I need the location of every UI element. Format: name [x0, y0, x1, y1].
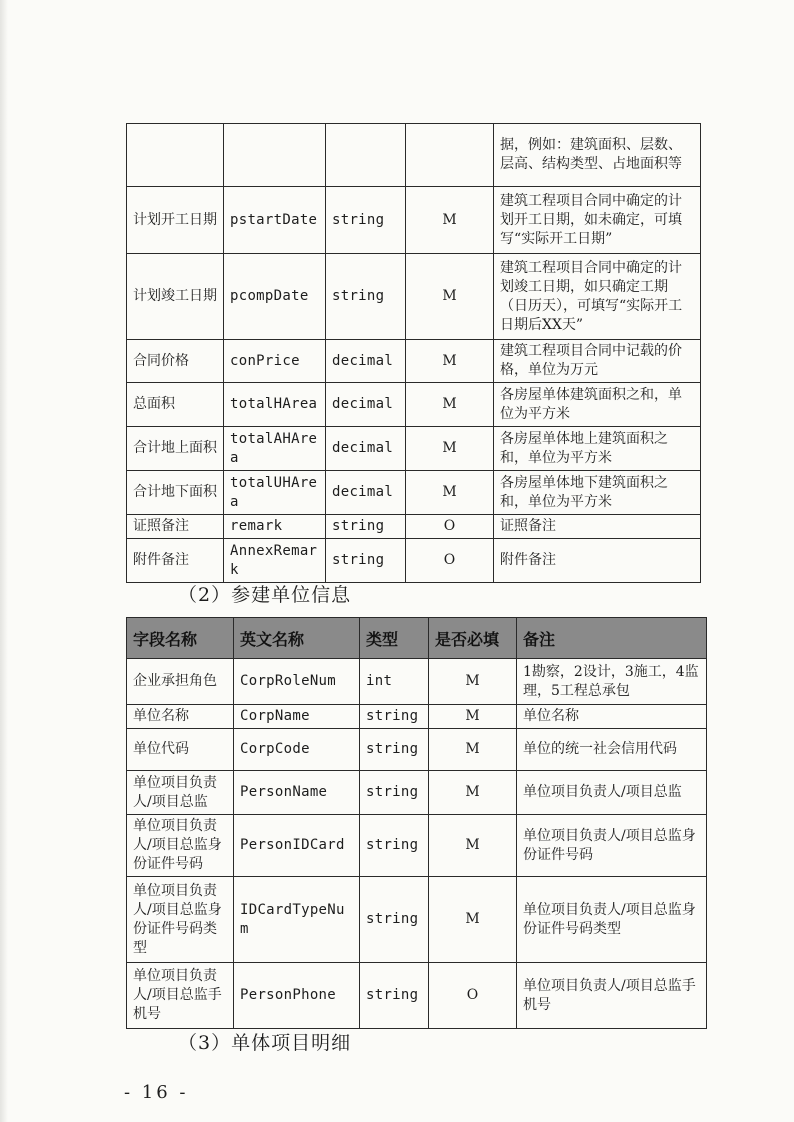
english-name-cell: CorpCode: [234, 729, 360, 771]
table-row: [127, 471, 701, 515]
table-row: [127, 515, 701, 539]
table-row: [127, 254, 701, 340]
type-cell: string: [326, 539, 406, 583]
type-cell: decimal: [326, 340, 406, 383]
note-cell: 各房屋单体地上建筑面积之和，单位为平方米: [494, 427, 701, 471]
field-name-cell: 单位名称: [127, 705, 234, 729]
english-name-cell: totalUHArea: [224, 471, 326, 515]
english-name-cell: conPrice: [224, 340, 326, 383]
type-cell: decimal: [326, 471, 406, 515]
note-cell: 单位项目负责人/项目总监手机号: [517, 963, 707, 1029]
note-cell: 单位名称: [517, 705, 707, 729]
participant-units-table: [126, 617, 707, 1029]
english-name-cell: CorpName: [234, 705, 360, 729]
field-name-cell: 合同价格: [127, 340, 224, 383]
note-cell: 单位项目负责人/项目总监身份证件号码类型: [517, 877, 707, 963]
table-row: [127, 427, 701, 471]
table-row: [127, 877, 707, 963]
english-name-cell: totalHArea: [224, 383, 326, 427]
type-cell: string: [326, 254, 406, 340]
table-row: [127, 771, 707, 815]
table-row: [127, 187, 701, 254]
required-cell: M: [429, 659, 517, 705]
column-header: 备注: [517, 618, 707, 659]
required-cell: M: [429, 729, 517, 771]
type-cell: string: [360, 963, 429, 1029]
english-name-cell: IDCardTypeNum: [234, 877, 360, 963]
english-name-cell: PersonIDCard: [234, 815, 360, 877]
table-row: [127, 659, 707, 705]
required-cell: M: [429, 877, 517, 963]
table-header-row: [127, 618, 707, 659]
english-name-cell: remark: [224, 515, 326, 539]
field-name-cell: 单位项目负责人/项目总监身份证件号码: [127, 815, 234, 877]
type-cell: int: [360, 659, 429, 705]
required-cell: O: [406, 515, 494, 539]
required-cell: M: [406, 383, 494, 427]
table-row: [127, 340, 701, 383]
required-cell: M: [429, 705, 517, 729]
field-name-cell: 计划开工日期: [127, 187, 224, 254]
required-cell: M: [406, 187, 494, 254]
type-cell: decimal: [326, 427, 406, 471]
table-row: [127, 383, 701, 427]
note-cell: 各房屋单体地下建筑面积之和，单位为平方米: [494, 471, 701, 515]
field-name-cell: 合计地下面积: [127, 471, 224, 515]
type-cell: string: [326, 187, 406, 254]
page-number: - 16 -: [124, 1082, 189, 1103]
type-cell: string: [360, 877, 429, 963]
type-cell: string: [360, 729, 429, 771]
field-name-cell: 合计地上面积: [127, 427, 224, 471]
english-name-cell: [224, 124, 326, 187]
note-cell: 附件备注: [494, 539, 701, 583]
table-row: [127, 815, 707, 877]
field-name-cell: 单位项目负责人/项目总监身份证件号码类型: [127, 877, 234, 963]
note-cell: 建筑工程项目合同中记载的价格，单位为万元: [494, 340, 701, 383]
english-name-cell: CorpRoleNum: [234, 659, 360, 705]
required-cell: M: [406, 427, 494, 471]
required-cell: O: [406, 539, 494, 583]
required-cell: M: [429, 771, 517, 815]
table-row: [127, 539, 701, 583]
english-name-cell: pcompDate: [224, 254, 326, 340]
note-cell: 单位的统一社会信用代码: [517, 729, 707, 771]
english-name-cell: AnnexRemark: [224, 539, 326, 583]
type-cell: string: [360, 705, 429, 729]
note-cell: 单位项目负责人/项目总监: [517, 771, 707, 815]
field-name-cell: [127, 124, 224, 187]
required-cell: M: [429, 815, 517, 877]
column-header: 字段名称: [127, 618, 234, 659]
required-cell: M: [406, 340, 494, 383]
project-fields-table: [126, 123, 701, 583]
note-cell: 单位项目负责人/项目总监身份证件号码: [517, 815, 707, 877]
field-name-cell: 单位代码: [127, 729, 234, 771]
field-name-cell: 证照备注: [127, 515, 224, 539]
field-name-cell: 附件备注: [127, 539, 224, 583]
note-cell: 建筑工程项目合同中确定的计划竣工日期，如只确定工期（日历天），可填写“实际开工日期后XX天”: [494, 254, 701, 340]
note-cell: 1勘察，2设计，3施工，4监理，5工程总承包: [517, 659, 707, 705]
note-cell: 证照备注: [494, 515, 701, 539]
type-cell: string: [326, 515, 406, 539]
type-cell: [326, 124, 406, 187]
required-cell: O: [429, 963, 517, 1029]
column-header: 英文名称: [234, 618, 360, 659]
required-cell: M: [406, 254, 494, 340]
table-row: [127, 705, 707, 729]
type-cell: string: [360, 815, 429, 877]
note-cell: 各房屋单体建筑面积之和，单位为平方米: [494, 383, 701, 427]
field-name-cell: 计划竣工日期: [127, 254, 224, 340]
section-heading: （2）参建单位信息: [178, 584, 352, 606]
table-row: [127, 729, 707, 771]
type-cell: string: [360, 771, 429, 815]
table-row: [127, 124, 701, 187]
note-cell: 建筑工程项目合同中确定的计划开工日期，如未确定，可填写“实际开工日期”: [494, 187, 701, 254]
english-name-cell: PersonPhone: [234, 963, 360, 1029]
section-heading: （3）单体项目明细: [178, 1032, 352, 1054]
column-header: 类型: [360, 618, 429, 659]
required-cell: M: [406, 471, 494, 515]
type-cell: decimal: [326, 383, 406, 427]
required-cell: [406, 124, 494, 187]
field-name-cell: 总面积: [127, 383, 224, 427]
field-name-cell: 单位项目负责人/项目总监手机号: [127, 963, 234, 1029]
table-row: [127, 963, 707, 1029]
page-edge: [0, 0, 8, 1122]
english-name-cell: totalAHArea: [224, 427, 326, 471]
field-name-cell: 单位项目负责人/项目总监: [127, 771, 234, 815]
field-name-cell: 企业承担角色: [127, 659, 234, 705]
column-header: 是否必填: [429, 618, 517, 659]
english-name-cell: pstartDate: [224, 187, 326, 254]
english-name-cell: PersonName: [234, 771, 360, 815]
note-cell: 据，例如：建筑面积、层数、层高、结构类型、占地面积等: [494, 124, 701, 187]
